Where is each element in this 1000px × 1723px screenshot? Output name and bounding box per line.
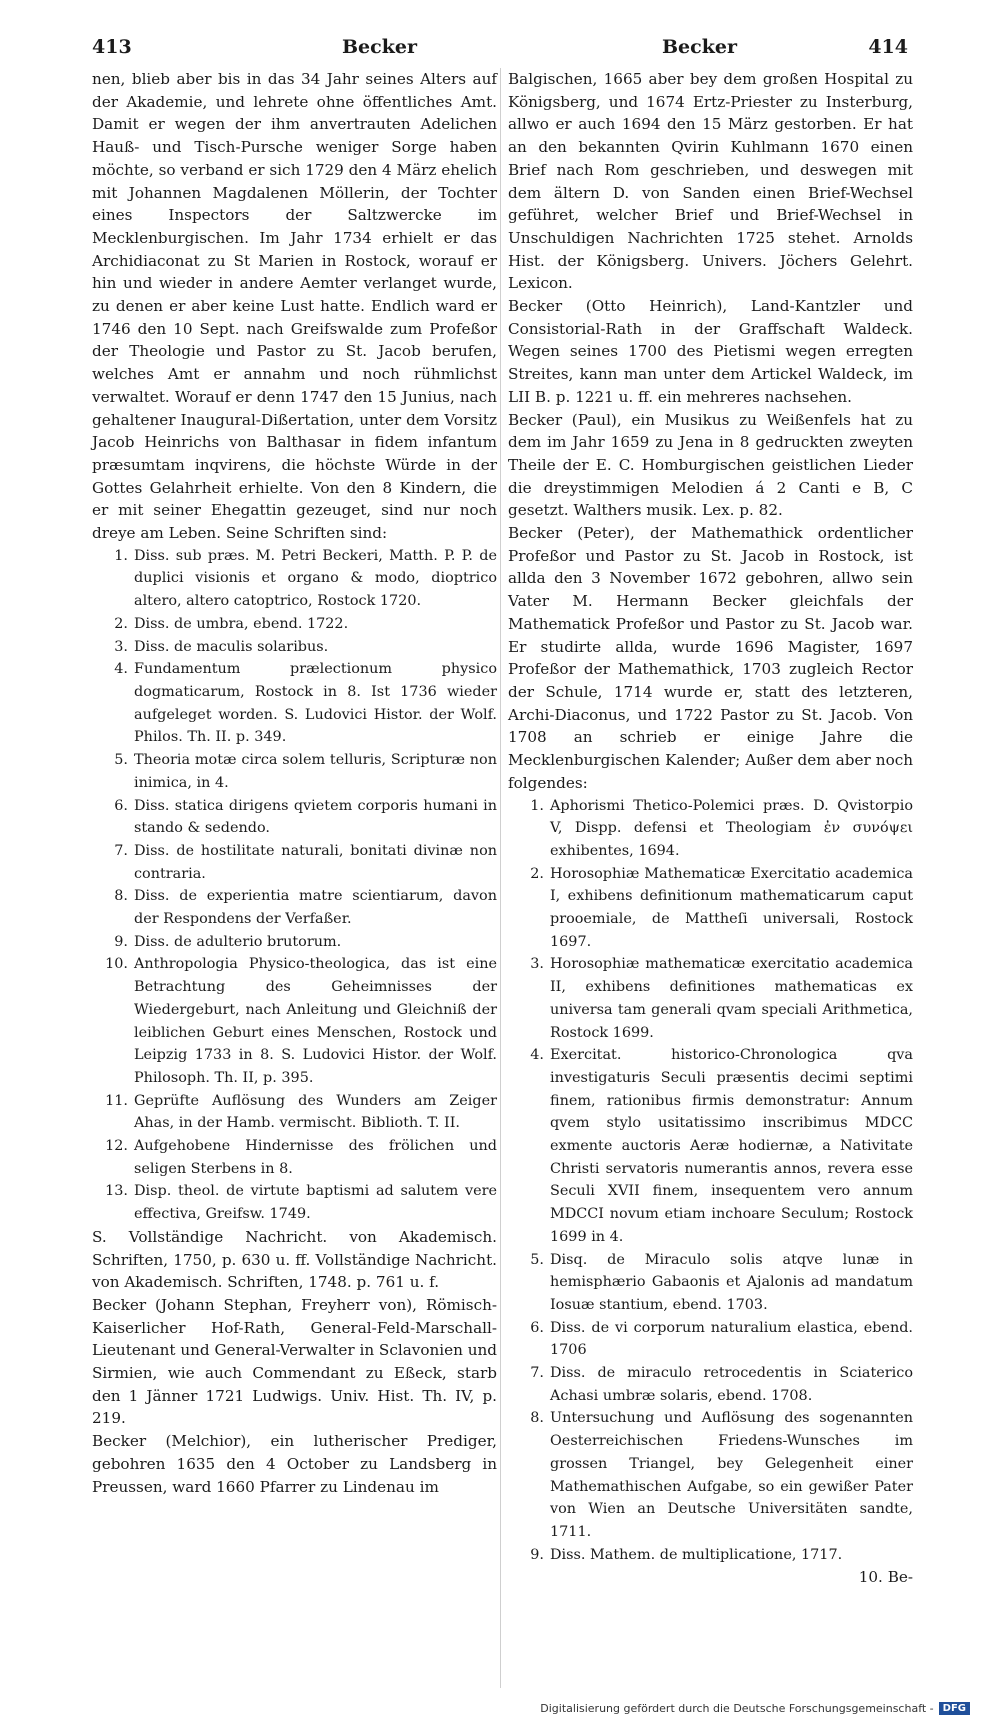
list-item: 6. Diss. de vi corporum naturalium elastica, ebend. 1706: [530, 1319, 913, 1359]
list-item: 4. Fundamentum prælectionum physico dogmaticarum, Rostock in 8. Ist 1736 wieder aufgeleget worden. S. Ludovici Histor. der Wolf. Philos. Th. II. p. 349.: [114, 661, 497, 746]
entry-paul: Becker (Paul), ein Musikus zu Weißenfels hat zu dem im Jahr 1659 zu Jena in 8 gedruckten zweyten Theile der E. C. Homburgischen geistlichen Lieder die dreystimmigen Melodien á 2 Canti e B, C gesetzt. Walthers musik. Lex. p. 82.: [508, 410, 913, 520]
credit-text: Digitalisierung gefördert durch die Deutsche Forschungsgemeinschaft -: [540, 1702, 934, 1715]
list-item: 6. Diss. statica dirigens qvietem corporis humani in stando & sedendo.: [114, 797, 497, 837]
list-item: 8. Untersuchung und Auflösung des sogenannten Oesterreichischen Friedens-Wunsches im grossen Triangel, bey Gelegenheit einer Mathemathischen Aufgabe, so ein gewißer Pater von Wien an Deutsche Universitäten sandte, 1711.: [530, 1410, 913, 1540]
list-item: 3. Horosophiæ mathematicæ exercitatio academica II, exhibens definitiones mathematicas ex universa tam generali qvam speciali Arithmetica, Rostock 1699.: [530, 956, 913, 1041]
digitization-credit: [540, 1702, 970, 1715]
right-column: [508, 68, 913, 1589]
running-head-left: Becker: [342, 36, 417, 58]
list-item: 12. Aufgehobene Hindernisse des frölichen und seligen Sterbens in 8.: [105, 1138, 497, 1177]
entry-peter: Becker (Peter), der Mathemathick ordentlicher Profeßor und Pastor zu St. Jacob in Rostock, ist allda den 3 November 1672 gebohren, allwo sein Vater M. Hermann Becker gleichfals der Mathematick Profeßor und Pastor zu St. Jacob war. Er studirte allda, wurde 1696 Magister, 1697 Profeßor der Mathemathick, 1703 zugleich Rector der Schule, 1714 wurde er, statt des letzteren, Archi-Diaconus, und 1722 Pastor zu St. Jacob. Von 1708 an schrieb er einige Jahre die Mecklenburgischen Kalender; Außer dem aber noch folgendes:: [508, 524, 913, 792]
entry-continuation: nen, blieb aber bis in das 34 Jahr seines Alters auf der Akademie, und lehrete ohne öffentliches Amt. Damit er wegen der ihm anvertrauten Adelichen Hauß- und Tisch-Pursche weniger Sorge haben möchte, so verband er sich 1729 den 4 März ehelich mit Johannen Magdalenen Möllerin, der Tochter eines Inspectors der Saltzwercke im Mecklenburgischen. Im Jahr 1734 erhielt er das Archidiaconat zu St Marien in Rostock, worauf er hin und wieder in andere Aemter verlanget wurde, zu denen er aber keine Lust hatte. Endlich ward er 1746 den 10 Sept. nach Greifswalde zum Profeßor der Theologie und Pastor zu St. Jacob berufen, welches Amt er annahm und noch rühmlichst verwaltet. Worauf er denn 1747 den 15 Junius, nach gehaltener Inaugural-Dißertation, unter dem Vorsitz Jacob Heinrichs von Balthasar in fidem infantum præsumtam inqvirens, die höchste Würde in der Gottes Gelahrheit erhielte. Von den 8 Kindern, die er mit seiner Ehegattin gezeuget, sind nur noch dreye am Leben. Seine Schriften sind:: [92, 70, 497, 543]
column-divider: [500, 68, 501, 1688]
list-item: 1. Aphorismi Thetico-Polemici præs. D. Qvistorpio V, Dispp. defensi et Theologiam ἐν συνόψει exhibentes, 1694.: [530, 797, 913, 859]
list-item: 1. Diss. sub præs. M. Petri Beckeri, Matth. P. P. de duplici visionis et organo & modo, dioptrico altero, altero catoptrico, Rostock 1720.: [114, 547, 497, 610]
page-header: [92, 30, 908, 64]
list-item: 4. Exercitat. historico-Chronologica qva investigaturis Seculi præsentis decimi septimi finem, rationibus firmis demonstratur: Annum qvem stylo usitatissimo inscribimus MDCC exmente auctoris Aeræ hodiernæ, a Nativitate Christi servatoris numerantis annos, revera esse Seculi XVII finem, insequentem vero annum MDCCI novum etiam inchoare Seculum; Rostock 1699 in 4.: [530, 1047, 913, 1245]
entry-otto-heinrich: Becker (Otto Heinrich), Land-Kantzler und Consistorial-Rath in der Graffschaft Waldeck. Wegen seines 1700 des Pietismi wegen erregten Streites, kann man unter dem Artickel Waldeck, im LII B. p. 1221 u. ff. ein mehreres nachsehen.: [508, 297, 913, 406]
list-item: 13. Disp. theol. de virtute baptismi ad salutem vere effectiva, Greifsw. 1749.: [105, 1183, 497, 1223]
list-item: 5. Theoria motæ circa solem telluris, Scripturæ non inimica, in 4.: [114, 752, 497, 791]
running-head-right: Becker: [662, 36, 737, 58]
list-item: 5. Disq. de Miraculo solis atqve lunæ in hemisphærio Gabaonis et Ajalonis ad mandatum Iosuæ stantium, ebend. 1703.: [530, 1251, 913, 1313]
entry-melchior: Becker (Melchior), ein lutherischer Prediger, gebohren 1635 den 4 October zu Landsberg in Preussen, ward 1660 Pfarrer zu Lindenau im: [92, 1432, 497, 1496]
list-item: 3. Diss. de maculis solaribus.: [114, 638, 329, 655]
list-item: 7. Diss. de hostilitate naturali, bonitati divinæ non contraria.: [114, 842, 497, 882]
works-list: [508, 795, 913, 1567]
source-reference: S. Vollständige Nachricht. von Akademisch. Schriften, 1750, p. 630 u. ff. Vollständige Nachricht. von Akademisch. Schriften, 1748. p. 761 u. f.: [92, 1227, 497, 1292]
page-number-right: 414: [868, 36, 908, 58]
list-item: 2. Horosophiæ Mathematicæ Exercitatio academica I, exhibens definitionum mathematicarum caput prooemiale, de Mattheſi universali, Rostock 1697.: [530, 865, 913, 950]
list-item: 7. Diss. de miraculo retrocedentis in Sciaterico Achasi umbræ solaris, ebend. 1708.: [530, 1365, 913, 1404]
list-item: 11. Geprüfte Auflösung des Wunders am Zeiger Ahas, in der Hamb. vermischt. Biblioth. T. II.: [105, 1092, 497, 1132]
list-item: 9. Diss. de adulterio brutorum.: [114, 933, 342, 950]
entry-melchior-continued: Balgischen, 1665 aber bey dem großen Hospital zu Königsberg, und 1674 Ertz-Priester zu Insterburg, allwo er auch 1694 den 15 März gestorben. Er hat an den bekannten Qvirin Kuhlmann 1670 einen Brief nach Rom geschrieben, und deswegen mit dem ältern D. von Sanden einen Brief-Wechsel geführet, welcher Brief und Brief-Wechsel in Unschuldigen Nachrichten 1725 stehet. Arnolds Hist. der Königsberg. Univers. Jöchers Gelehrt. Lexicon.: [508, 70, 913, 293]
list-item: 9. Diss. Mathem. de multiplicatione, 1717.: [530, 1546, 843, 1563]
page-number-left: 413: [92, 36, 132, 58]
dfg-logo: DFG: [939, 1702, 970, 1715]
left-column: [92, 68, 497, 1498]
works-list: [92, 545, 497, 1226]
catchword: 10. Be-: [858, 1568, 913, 1587]
entry-johann-stephan: Becker (Johann Stephan, Freyherr von), Römisch-Kaiserlicher Hof-Rath, General-Feld-Marschall-Lieutenant und General-Verwalter in Sclavonien und Sirmien, wie auch Commendant zu Eßeck, starb den 1 Jänner 1721 Ludwigs. Univ. Hist. Th. IV, p. 219.: [92, 1295, 497, 1428]
list-item: 8. Diss. de experientia matre scientiarum, davon der Respondens der Verfaßer.: [114, 888, 497, 928]
list-item: 10. Anthropologia Physico-theologica, das ist eine Betrachtung des Geheimnisses der Wiedergeburt, nach Anleitung und Gleichniß der leiblichen Geburt eines Menschen, Rostock und Leipzig 1733 in 8. S. Ludovici Histor. der Wolf. Philosoph. Th. II, p. 395.: [105, 956, 497, 1086]
list-item: 2. Diss. de umbra, ebend. 1722.: [114, 615, 349, 632]
